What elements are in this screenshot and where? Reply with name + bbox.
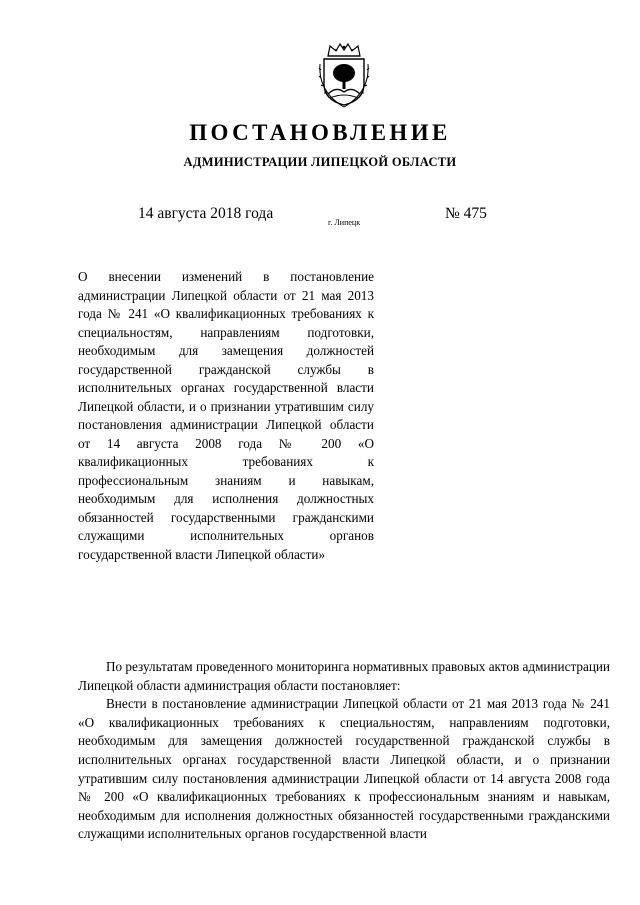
document-date: 14 августа 2018 года [138, 205, 274, 222]
document-title: ПОСТАНОВЛЕНИЕ [189, 120, 451, 145]
document-body [78, 658, 610, 844]
document-number: № 475 [445, 205, 487, 222]
body-paragraph: Внести в постановление администрации Липецкой области от 21 мая 2013 года № 241 «О квалификационных требованиях к специальностям, направлениям подготовки, необходимым для замещения должностей государственной гражданской службы в исполнительных органах государственной власти Липецкой области, и о признании утратившим силу постановления администрации Липецкой области от 14 августа 2008 года № 200 «О квалификационных требованиях к профессиональным знаниям и навыкам, необходимым для исполнения должностных обязанностей государственными гражданскими служащими исполнительных органов государственной власти [78, 696, 610, 842]
document-subtitle: АДМИНИСТРАЦИИ ЛИПЕЦКОЙ ОБЛАСТИ [183, 155, 457, 169]
coat-of-arms-icon [316, 42, 372, 108]
document-city: г. Липецк [328, 218, 361, 227]
body-paragraph: По результатам проведенного мониторинга нормативных правовых актов администрации Липецкой области администрация области постановляет: [78, 659, 610, 693]
document-heading: О внесении изменений в постановление администрации Липецкой области от 21 мая 2013 года № 241 «О квалификационных требованиях к специальностям, направлениям подготовки, необходимым для замещения должностей государственной гражданской службы в исполнительных органах государственной власти Липецкой области, и о признании утратившим силу постановления администрации Липецкой области от 14 августа 2008 года № 200 «О квалификационных требованиях к профессиональным знаниям и навыкам, необходимым для исполнения должностных обязанностей государственными гражданскими служащими исполнительных органов государственной власти Липецкой области» [78, 269, 374, 562]
